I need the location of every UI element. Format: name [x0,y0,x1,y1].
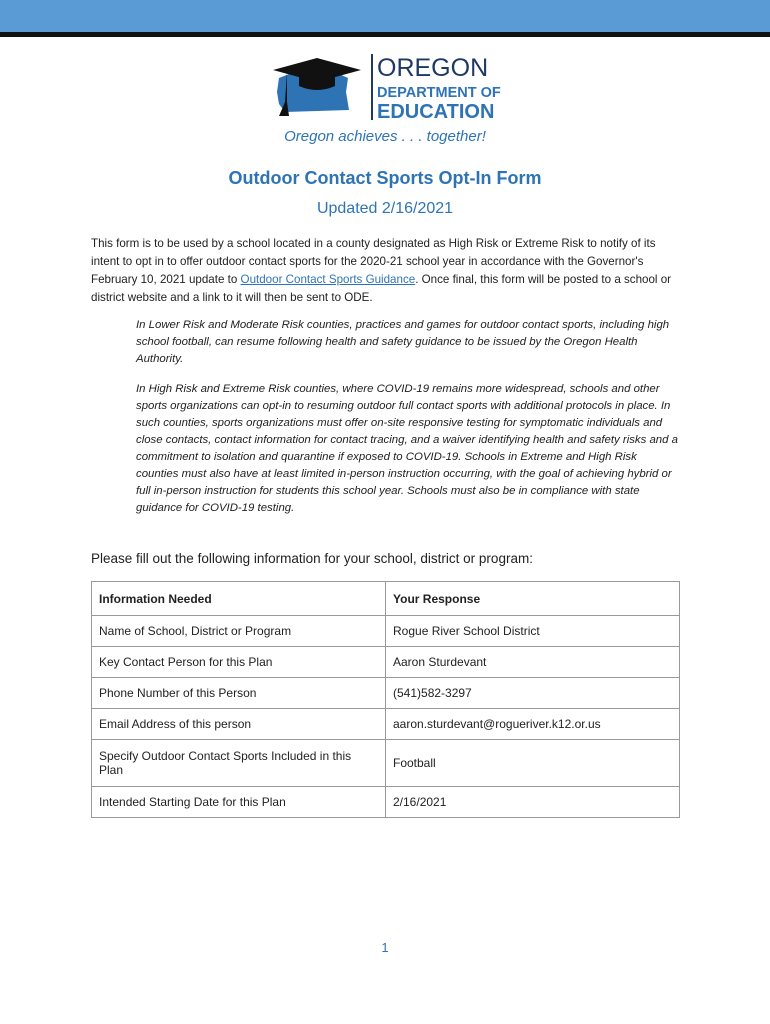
table-header-row [92,582,680,616]
row-response[interactable]: (541)582-3297 [386,678,680,709]
guidance-link[interactable]: Outdoor Contact Sports Guidance [240,273,416,286]
row-label: Intended Starting Date for this Plan [92,787,386,818]
form-title: Outdoor Contact Sports Opt-In Form [228,168,542,188]
intro-paragraph: This form is to be used by a school located in a county designated as High Risk or Extreme Risk to notify of its intent to opt in to offer outdoor contact sports for the 2020-21 school year in accordance with the Governor's February 10, 2021 update to Outdoor Contact Sports Guidance. Once final, this form will be posted to a school or district website and a link to it will then be sent to ODE. [91,237,672,304]
lower-risk-quote: In Lower Risk and Moderate Risk counties, practices and games for outdoor contact sports, including high school football, can resume following health and safety guidance to be issued by the Oregon Health Authority. [136,319,670,365]
header-your-response: Your Response [386,582,680,616]
table-row [92,647,680,678]
information-table [91,581,680,818]
page-number: 1 [381,940,389,955]
table-row [92,740,680,787]
row-response[interactable]: 2/16/2021 [386,787,680,818]
row-label: Email Address of this person [92,709,386,740]
table-row [92,709,680,740]
logo-oregon-text: OREGON [377,54,489,82]
table-row [92,787,680,818]
top-color-bar [0,0,770,32]
header-information-needed: Information Needed [92,582,386,616]
table-row [92,678,680,709]
form-updated-date: Updated 2/16/2021 [316,200,454,217]
row-label: Specify Outdoor Contact Sports Included in this Plan [92,740,386,787]
table-row [92,616,680,647]
fill-out-prompt: Please fill out the following information for your school, district or program: [91,551,533,566]
row-response[interactable]: Rogue River School District [386,616,680,647]
row-label: Key Contact Person for this Plan [92,647,386,678]
high-risk-quote: In High Risk and Extreme Risk counties, where COVID-19 remains more widespread, schools and other sports organizations can opt-in to resuming outdoor full contact sports with additional protocols in place. In such counties, sports organizations must offer on-site responsive testing for symptomatic individuals and close contacts, contact information for contact tracing, and a waiver identifying health and safety risks and a commitment to isolation and quarantine if exposed to COVID-19. Schools in Extreme and High Risk counties must also have at least limited in-person instruction occurring, with the goal of achieving hybrid or full in-person instruction for students this school year. Schools must also be in compliance with state guidance for COVID-19 testing. [136,383,678,514]
logo-education-text: EDUCATION [377,101,495,122]
logo-department-text: DEPARTMENT OF [377,85,501,101]
tagline: Oregon achieves . . . together! [284,128,486,145]
row-label: Phone Number of this Person [92,678,386,709]
row-label: Name of School, District or Program [92,616,386,647]
row-response[interactable]: Aaron Sturdevant [386,647,680,678]
top-black-rule [0,32,770,37]
oregon-department-of-education-logo [265,52,510,122]
row-response[interactable]: Football [386,740,680,787]
row-response[interactable]: aaron.sturdevant@rogueriver.k12.or.us [386,709,680,740]
